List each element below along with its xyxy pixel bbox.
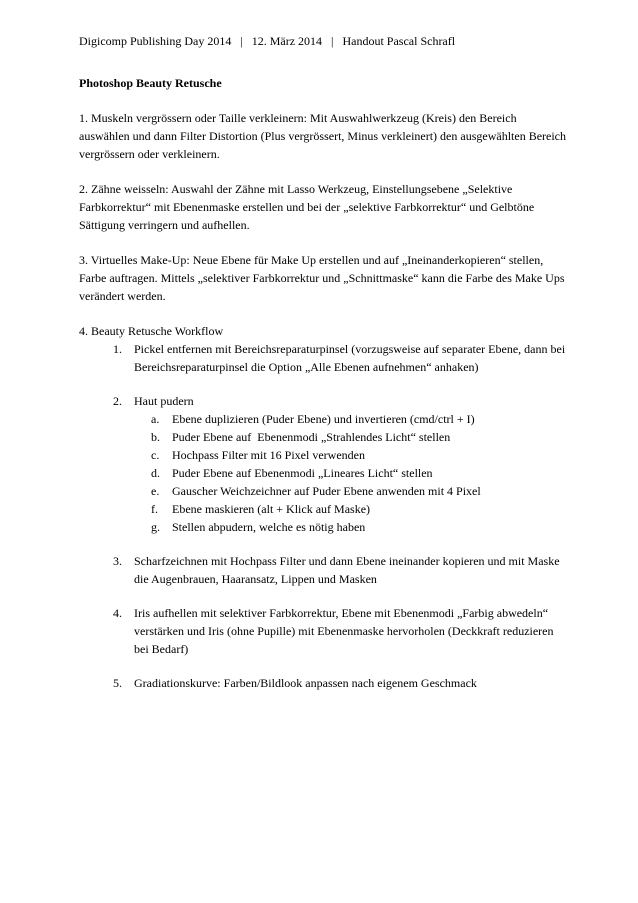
substep: [134, 410, 569, 428]
substep-letter: f.: [151, 502, 158, 516]
step-number: 4.: [113, 606, 122, 620]
substep: [134, 446, 569, 464]
substep: [134, 482, 569, 500]
step-text: Haut pudern: [134, 394, 194, 408]
substep: [134, 500, 569, 518]
step-number: 3.: [113, 554, 122, 568]
workflow-step: [79, 552, 569, 588]
workflow-steps: [79, 340, 569, 692]
substep-text: Ebene maskieren (alt + Klick auf Maske): [172, 502, 371, 516]
paragraph-zaehne: 2. Zähne weisseln: Auswahl der Zähne mit Lasso Werkzeug, Einstellungsebene „Selektive Farbkorrektur“ mit Ebenenmaske erstellen und bei der „selektive Farbkorrektur“ und Gelbtöne Sättigung verringern und aufhellen.: [79, 182, 535, 232]
workflow-step: [79, 674, 569, 692]
substep-text: Gauscher Weichzeichner auf Puder Ebene anwenden mit 4 Pixel: [172, 484, 481, 498]
substep: [134, 428, 569, 446]
workflow-title: 4. Beauty Retusche Workflow: [79, 324, 224, 338]
substep-text: Ebene duplizieren (Puder Ebene) und invertieren (cmd/ctrl + I): [172, 412, 475, 426]
substep: [134, 518, 569, 536]
step-text: Gradiationskurve: Farben/Bildlook anpassen nach eigenem Geschmack: [134, 676, 477, 690]
substep: [134, 464, 569, 482]
workflow-step: [79, 392, 569, 536]
substep-letter: g.: [151, 520, 160, 534]
substep-text: Puder Ebene auf Ebenenmodi „Strahlendes Licht“ stellen: [172, 430, 451, 444]
substep-letter: a.: [151, 412, 160, 426]
workflow-step: [79, 604, 569, 658]
document-page: [79, 32, 569, 692]
substep-letter: c.: [151, 448, 160, 462]
step-text: Iris aufhellen mit selektiver Farbkorrektur, Ebene mit Ebenenmodi „Farbig abwedeln“ verstärken und Iris (ohne Pupille) mit Ebenenmaske hervorholen (Deckkraft reduzieren bei Bedarf): [134, 606, 554, 656]
page-header: Digicomp Publishing Day 2014 | 12. März 2014 | Handout Pascal Schrafl: [79, 34, 456, 48]
paragraph-make-up: 3. Virtuelles Make-Up: Neue Ebene für Make Up erstellen und auf „Ineinanderkopieren“ stellen, Farbe auftragen. Mittels „selektiver Farbkorrektur und „Schnittmaske“ kann die Farbe des Make Ups verändert werden.: [79, 253, 565, 303]
step-text: Pickel entfernen mit Bereichsreparaturpinsel (vorzugsweise auf separater Ebene, dann bei Bereichsreparaturpinsel die Option „Alle Ebenen aufnehmen“ anhaken): [134, 342, 566, 374]
substep-letter: e.: [151, 484, 160, 498]
step-number: 1.: [113, 342, 122, 356]
substep-letter: d.: [151, 466, 160, 480]
substep-text: Hochpass Filter mit 16 Pixel verwenden: [172, 448, 365, 462]
substep-text: Puder Ebene auf Ebenenmodi „Lineares Licht“ stellen: [172, 466, 433, 480]
step-number: 2.: [113, 394, 122, 408]
substep-letter: b.: [151, 430, 160, 444]
document-title: Photoshop Beauty Retusche: [79, 76, 222, 90]
substep-text: Stellen abpudern, welche es nötig haben: [172, 520, 366, 534]
step-text: Scharfzeichnen mit Hochpass Filter und dann Ebene ineinander kopieren und mit Maske die Augenbrauen, Haaransatz, Lippen und Masken: [134, 554, 560, 586]
substeps-list: [134, 410, 569, 536]
workflow-step: [79, 340, 569, 376]
step-number: 5.: [113, 676, 122, 690]
paragraph-muskeln: 1. Muskeln vergrössern oder Taille verkleinern: Mit Auswahlwerkzeug (Kreis) den Bereich auswählen und dann Filter Distortion (Plus vergrössert, Minus verkleinert) den ausgewählten Bereich vergrössern oder verkleinern.: [79, 111, 567, 161]
